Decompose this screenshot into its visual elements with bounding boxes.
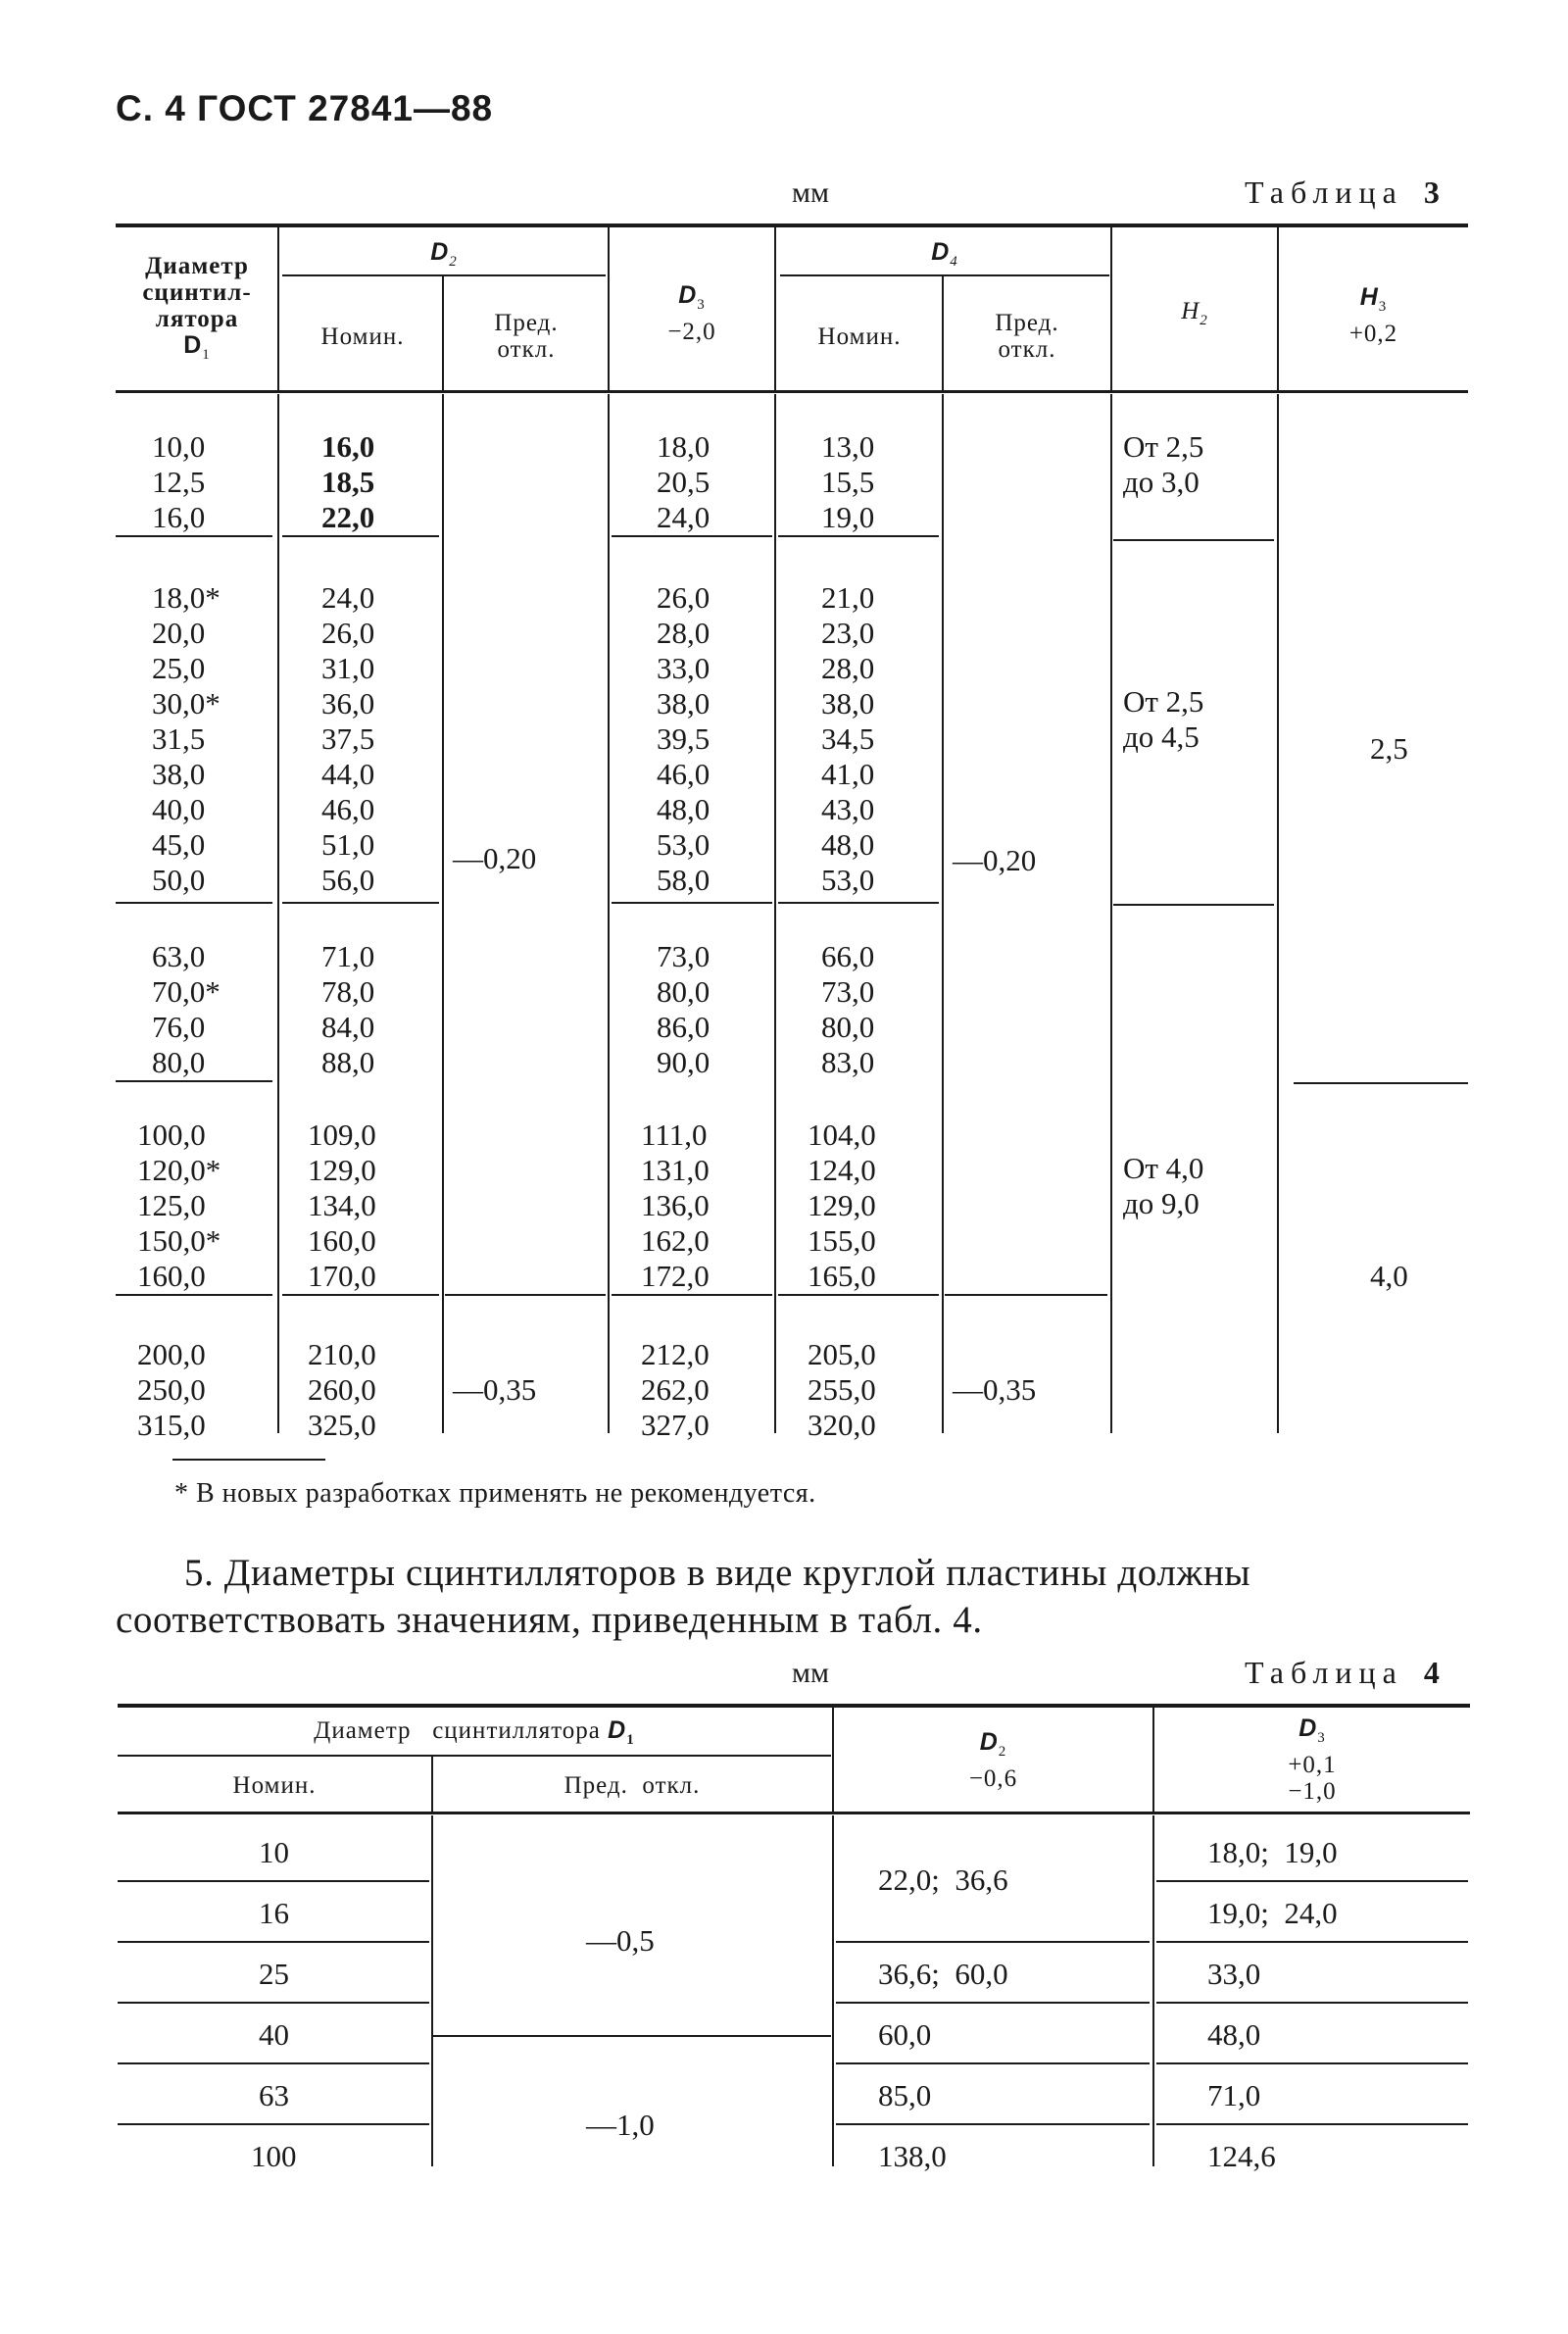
- table-cell: 19,0: [821, 500, 875, 534]
- table3-header-d4-pred: [945, 310, 1109, 363]
- table4-row-rule: [836, 2002, 1150, 2004]
- table-cell: 90,0: [657, 1045, 710, 1079]
- header-subscript: 1: [626, 1732, 635, 1748]
- table3-h3-rule: [1294, 1082, 1468, 1084]
- table3-group4-d2: [308, 1117, 376, 1294]
- table-cell: От 4,0: [1123, 1151, 1204, 1185]
- table3-header-d2-pred: [445, 310, 608, 363]
- table4-d3-cell: 124,6: [1207, 2139, 1276, 2173]
- table-cell: 129,0: [808, 1188, 876, 1222]
- header-text: откл.: [497, 336, 556, 363]
- table-cell: 20,5: [657, 465, 710, 499]
- header-text: Диаметр: [145, 253, 249, 279]
- table3-group1-d3: [657, 429, 710, 535]
- table-cell: до 4,5: [1123, 720, 1200, 754]
- table-cell: 22,0: [321, 500, 375, 534]
- table-cell: 31,5: [152, 721, 206, 756]
- table4-header-pred: Пред. откл.: [564, 1772, 701, 1799]
- table4-caption: [1245, 1655, 1440, 1691]
- table-cell: 46,0: [321, 792, 375, 826]
- table4-d3-cell: 18,0; 19,0: [1207, 1835, 1338, 1869]
- table-cell: 28,0: [657, 616, 710, 650]
- table4-d2-cell: 85,0: [878, 2078, 932, 2112]
- table3-header-d4-nomin: Номин.: [817, 323, 902, 350]
- table-cell: 33,0: [657, 651, 710, 685]
- table4-row-rule: [1156, 2002, 1468, 2004]
- header-text: Диаметр сцинтиллятора: [314, 1717, 601, 1744]
- table-cell: 51,0: [321, 827, 375, 862]
- table-cell: 170,0: [308, 1259, 376, 1293]
- table3-d2-deviation: —0,35: [453, 1372, 537, 1407]
- table-cell: 44,0: [321, 757, 375, 791]
- table-cell: 18,0*: [152, 580, 220, 615]
- header-text: сцинтил-: [142, 279, 252, 306]
- table4-pred-cell: —0,5: [586, 1923, 655, 1958]
- table4-nomin-cell: 40: [259, 2017, 289, 2052]
- table-cell: 120,0*: [137, 1153, 221, 1187]
- table-cell: 78,0: [321, 974, 375, 1009]
- table-cell: до 9,0: [1123, 1186, 1200, 1220]
- table-cell: 124,0: [808, 1153, 876, 1187]
- table-cell: 212,0: [641, 1337, 710, 1371]
- table3-group2-d4: [821, 580, 874, 898]
- table3-vline: [442, 276, 444, 390]
- table3-header-d4: [780, 239, 1109, 275]
- table3-group1-d1: [152, 429, 205, 535]
- table3-group-rule: [116, 535, 272, 537]
- table3-top-rule: [116, 223, 1468, 227]
- table3-vline: [1110, 394, 1112, 1433]
- table4-header-d2: [834, 1729, 1152, 1792]
- table4-row-rule: [836, 2123, 1150, 2125]
- header-symbol: D: [979, 1728, 999, 1756]
- table3-header-h3: [1279, 284, 1468, 347]
- table3-group5-d4: [808, 1337, 876, 1443]
- table3-header-d2: [282, 239, 606, 275]
- header-subscript: 3: [1378, 299, 1388, 315]
- table-cell: 26,0: [321, 616, 375, 650]
- table-cell: 84,0: [321, 1010, 375, 1044]
- table4-row-rule: [836, 2062, 1150, 2064]
- table3-unit: мм: [792, 176, 829, 209]
- table3-group3-d2: [321, 939, 374, 1080]
- table3-vline: [1277, 394, 1279, 1433]
- table-cell: 73,0: [657, 939, 710, 973]
- page-header: С. 4 ГОСТ 27841—88: [116, 88, 494, 128]
- table3-footnote-rule: [172, 1459, 325, 1461]
- table-cell: до 3,0: [1123, 465, 1200, 499]
- table-cell: 66,0: [821, 939, 875, 973]
- table3-vline: [774, 394, 776, 1433]
- table-cell: 46,0: [657, 757, 710, 791]
- table-cell: 38,0: [821, 686, 875, 720]
- header-subscript: 2: [449, 254, 458, 270]
- table-cell: 104,0: [808, 1117, 876, 1152]
- table3-vline: [942, 276, 944, 390]
- header-subscript: 3: [697, 297, 706, 313]
- table-cell: 23,0: [821, 616, 875, 650]
- table3-group4-d1: [137, 1117, 220, 1294]
- table4-d1-subrule: [118, 1755, 831, 1757]
- table-cell: 80,0: [657, 974, 710, 1009]
- header-subscript: 4: [950, 254, 958, 270]
- table-cell: 250,0: [137, 1372, 206, 1407]
- table-cell: 48,0: [821, 827, 875, 862]
- table4-unit: мм: [792, 1657, 829, 1689]
- table4-row-rule: [118, 2002, 429, 2004]
- table-cell: 325,0: [308, 1408, 376, 1442]
- table-cell: 38,0: [152, 757, 206, 791]
- table-cell: 315,0: [137, 1408, 206, 1442]
- table3-d2-deviation: —0,20: [453, 841, 537, 875]
- table4-d2-cell: 60,0: [878, 2017, 932, 2052]
- table3-header-h2: [1112, 298, 1277, 334]
- table-cell: 40,0: [152, 792, 206, 826]
- table-cell: 45,0: [152, 827, 206, 862]
- table3-group4-d3: [641, 1117, 710, 1294]
- table3-h2-range: [1123, 1151, 1203, 1221]
- table3-group-rule: [116, 1294, 272, 1296]
- table-cell: 21,0: [821, 580, 875, 615]
- header-symbol: D: [430, 238, 450, 266]
- header-symbol: D: [608, 1716, 627, 1744]
- header-text: Пред.: [494, 310, 559, 336]
- table-cell: 63,0: [152, 939, 206, 973]
- table-cell: 30,0*: [152, 686, 220, 720]
- header-text: лятора: [155, 306, 239, 332]
- table3-header-d2-nomin: Номин.: [320, 323, 405, 350]
- table-cell: 28,0: [821, 651, 875, 685]
- table3-group-rule: [612, 1294, 772, 1296]
- table-cell: 39,5: [657, 721, 710, 756]
- table-cell: 109,0: [308, 1117, 376, 1152]
- table-cell: 56,0: [321, 863, 375, 897]
- header-symbol: D: [931, 238, 951, 266]
- table-cell: 10,0: [152, 429, 206, 464]
- table4-header-d1: [118, 1717, 831, 1754]
- table-cell: 26,0: [657, 580, 710, 615]
- table-cell: 12,5: [152, 465, 206, 499]
- table-cell: 255,0: [808, 1372, 876, 1407]
- table3-group1-d4: [821, 429, 874, 535]
- paragraph-line-2: соответствовать значениям, приведенным в табл. 4.: [116, 1599, 983, 1641]
- table4-nomin-cell: 10: [259, 1835, 289, 1869]
- table3-group-rule: [282, 1294, 439, 1296]
- table-cell: 83,0: [821, 1045, 875, 1079]
- table-cell: 36,0: [321, 686, 375, 720]
- table-cell: 58,0: [657, 863, 710, 897]
- table3-d4-deviation: —0,20: [953, 843, 1037, 877]
- header-text: Пред.: [995, 310, 1059, 336]
- table-cell: 165,0: [808, 1259, 876, 1293]
- header-subscript: 3: [1317, 1730, 1326, 1746]
- table4-d2-cell: 22,0; 36,6: [878, 1862, 1008, 1897]
- table3-group5-d3: [641, 1337, 710, 1443]
- table-cell: 327,0: [641, 1408, 710, 1442]
- header-text: откл.: [998, 336, 1056, 363]
- table3-d4-deviation: —0,35: [953, 1372, 1037, 1407]
- table3-group-rule: [612, 535, 772, 537]
- header-tolerance: −2,0: [667, 319, 716, 345]
- table-cell: 24,0: [657, 500, 710, 534]
- table3-group3-d4: [821, 939, 874, 1080]
- table-cell: 205,0: [808, 1337, 876, 1371]
- table-cell: 160,0: [137, 1259, 206, 1293]
- table-cell: 131,0: [641, 1153, 710, 1187]
- table4-row-rule: [118, 1941, 429, 1943]
- table4-header-rule: [118, 1812, 1470, 1814]
- header-tolerance: −0,6: [968, 1765, 1018, 1792]
- table3-group1-d2: [321, 429, 374, 535]
- header-tolerance: +0,2: [1348, 321, 1398, 347]
- table4-caption-word: Таблица: [1245, 1655, 1403, 1690]
- table-cell: 125,0: [137, 1188, 206, 1222]
- table-cell: 25,0: [152, 651, 206, 685]
- table3-group-rule: [282, 535, 439, 537]
- table3-h2-range: [1123, 429, 1203, 500]
- table-cell: 162,0: [641, 1223, 710, 1258]
- table3-group-rule: [116, 1080, 272, 1082]
- table-cell: 50,0: [152, 863, 206, 897]
- table3-vline: [942, 394, 944, 1433]
- table-cell: 15,5: [821, 465, 875, 499]
- table3-h3-value: 4,0: [1370, 1259, 1408, 1293]
- table3-h2-rule: [1113, 904, 1274, 906]
- table3-h3-value: 2,5: [1370, 731, 1408, 766]
- table4-row-rule: [118, 2062, 429, 2064]
- header-tolerance: −1,0: [1288, 1778, 1337, 1805]
- header-subscript: 2: [998, 1744, 1007, 1760]
- header-symbol: D: [183, 331, 203, 359]
- table4-top-rule: [118, 1704, 1470, 1708]
- table-cell: 37,5: [321, 721, 375, 756]
- header-symbol: D: [1298, 1714, 1318, 1742]
- table4-caption-number: 4: [1423, 1655, 1440, 1690]
- table-cell: 136,0: [641, 1188, 710, 1222]
- table4-header-d3: [1154, 1715, 1470, 1805]
- paragraph-line-1: 5. Диаметры сцинтилляторов в виде круглой пластины должны: [184, 1552, 1251, 1594]
- table3-group2-d1: [152, 580, 220, 898]
- table4-row-rule: [1156, 2062, 1468, 2064]
- table-cell: 150,0*: [137, 1223, 221, 1258]
- table3-dev-rule: [445, 1294, 606, 1296]
- table4-row-rule: [1156, 1941, 1468, 1943]
- table4-d3-cell: 19,0; 24,0: [1207, 1896, 1338, 1930]
- table4-nomin-cell: 16: [259, 1896, 289, 1930]
- table4-pred-rule: [433, 2035, 831, 2037]
- table3-h2-range: [1123, 684, 1203, 755]
- table-cell: 262,0: [641, 1372, 710, 1407]
- table4-d2-cell: 36,6; 60,0: [878, 1957, 1008, 1991]
- table3-caption-word: Таблица: [1245, 174, 1403, 210]
- table3-group3-d1: [152, 939, 220, 1080]
- table-cell: 71,0: [321, 939, 375, 973]
- table4-row-rule: [118, 2123, 429, 2125]
- table3-group2-d3: [657, 580, 710, 898]
- table3-group5-d2: [308, 1337, 376, 1443]
- table-cell: 31,0: [321, 651, 375, 685]
- table3-footnote: * В новых разработках применять не рекомендуется.: [174, 1478, 816, 1509]
- table-cell: 16,0: [321, 429, 375, 464]
- table3-group2-d2: [321, 580, 374, 898]
- table-cell: 129,0: [308, 1153, 376, 1187]
- table-cell: 18,5: [321, 465, 375, 499]
- table4-row-rule: [1156, 1880, 1468, 1882]
- table-cell: 38,0: [657, 686, 710, 720]
- table3-group-rule: [778, 902, 939, 904]
- table4-row-rule: [1156, 2123, 1468, 2125]
- table-cell: 73,0: [821, 974, 875, 1009]
- table-cell: 16,0: [152, 500, 206, 534]
- table3-group-rule: [612, 902, 772, 904]
- table4-vline: [1152, 1815, 1154, 2166]
- table3-group3-d3: [657, 939, 710, 1080]
- header-tolerance: +0,1: [1288, 1752, 1337, 1778]
- table-cell: 320,0: [808, 1408, 876, 1442]
- table-cell: 200,0: [137, 1337, 206, 1371]
- table3-vline: [277, 394, 279, 1433]
- table4-d3-cell: 71,0: [1207, 2078, 1261, 2112]
- table3-h2-rule: [1113, 539, 1274, 541]
- table-cell: 48,0: [657, 792, 710, 826]
- table3-group-rule: [282, 902, 439, 904]
- table3-vline: [608, 394, 610, 1433]
- table-cell: От 2,5: [1123, 429, 1204, 464]
- table4-nomin-cell: 63: [259, 2078, 289, 2112]
- table-cell: 13,0: [821, 429, 875, 464]
- table4-nomin-cell: 25: [259, 1957, 289, 1991]
- table-cell: 134,0: [308, 1188, 376, 1222]
- table-cell: 70,0*: [152, 974, 220, 1009]
- table3-group4-d4: [808, 1117, 876, 1294]
- table4-vline: [832, 1815, 834, 2166]
- table3-group5-d1: [137, 1337, 206, 1443]
- table-cell: 53,0: [821, 863, 875, 897]
- table3-group-rule: [778, 535, 939, 537]
- table-cell: 18,0: [657, 429, 710, 464]
- table-cell: 160,0: [308, 1223, 376, 1258]
- table-cell: 20,0: [152, 616, 206, 650]
- table-cell: 260,0: [308, 1372, 376, 1407]
- table3-group-rule: [778, 1294, 939, 1296]
- header-symbol: H: [1181, 298, 1200, 324]
- table-cell: 24,0: [321, 580, 375, 615]
- table-cell: 41,0: [821, 757, 875, 791]
- table4-header-nomin: Номин.: [232, 1772, 317, 1799]
- table-cell: 34,5: [821, 721, 875, 756]
- header-symbol: D: [678, 281, 698, 309]
- table-cell: 111,0: [641, 1117, 708, 1152]
- table3-group-rule: [116, 902, 272, 904]
- table-cell: 100,0: [137, 1117, 206, 1152]
- table4-row-rule: [118, 1880, 429, 1882]
- table-cell: 76,0: [152, 1010, 206, 1044]
- table4-nomin-cell: 100: [251, 2139, 297, 2173]
- table3-caption-number: 3: [1423, 174, 1440, 210]
- table-cell: От 2,5: [1123, 684, 1204, 719]
- table-cell: 53,0: [657, 827, 710, 862]
- table3-header-d3: [610, 282, 774, 345]
- table-cell: 88,0: [321, 1045, 375, 1079]
- header-subscript: 1: [202, 347, 211, 363]
- table-cell: 210,0: [308, 1337, 376, 1371]
- table4-d3-cell: 48,0: [1207, 2017, 1261, 2052]
- table3-dev-rule: [945, 1294, 1107, 1296]
- table4-pred-cell: —1,0: [586, 2108, 655, 2142]
- table-cell: 80,0: [821, 1010, 875, 1044]
- table3-vline: [442, 394, 444, 1433]
- table4-d2-cell: 138,0: [878, 2139, 947, 2173]
- table-cell: 155,0: [808, 1223, 876, 1258]
- table-cell: 86,0: [657, 1010, 710, 1044]
- header-symbol: H: [1359, 283, 1379, 311]
- table3-vline: [774, 227, 776, 390]
- table-cell: 172,0: [641, 1259, 710, 1293]
- table4-row-rule: [836, 1941, 1150, 1943]
- table-cell: 43,0: [821, 792, 875, 826]
- table3-header-rule: [116, 390, 1468, 393]
- table3-caption: [1245, 174, 1440, 211]
- table4-vline: [431, 1815, 433, 2166]
- table4-d3-cell: 33,0: [1207, 1957, 1261, 1991]
- header-subscript: 2: [1200, 313, 1208, 328]
- table-cell: 80,0: [152, 1045, 206, 1079]
- table3-header-d1: [116, 253, 278, 369]
